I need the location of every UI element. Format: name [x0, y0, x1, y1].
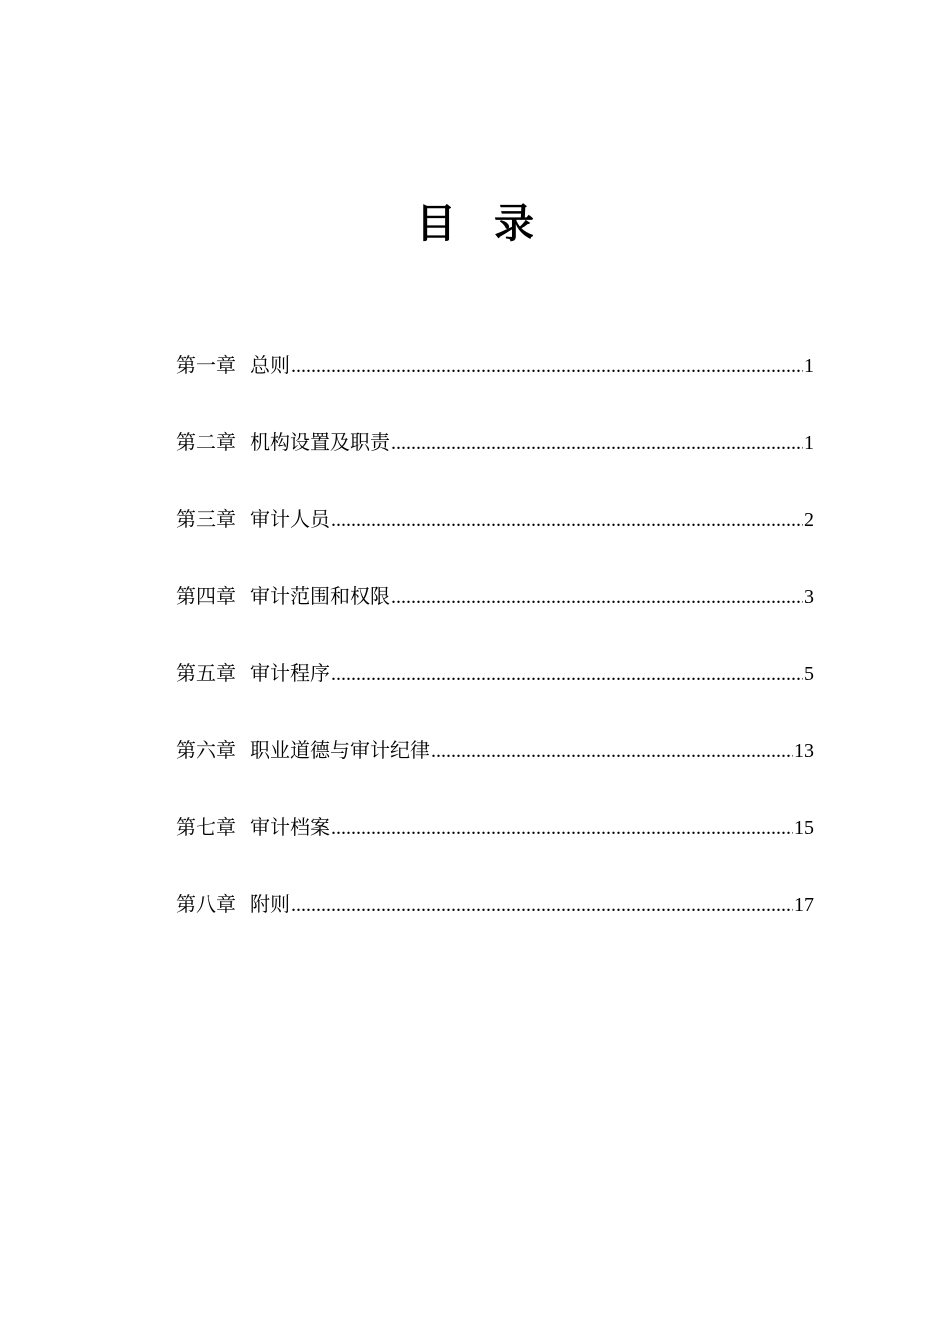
- toc-dot-leader: [331, 501, 803, 539]
- toc-chapter-title: 机构设置及职责: [250, 430, 390, 454]
- toc-page-number: 1: [804, 355, 814, 377]
- toc-chapter-title: 审计档案: [250, 815, 330, 839]
- toc-page-number: 2: [804, 509, 814, 531]
- page-title-char-1: 目: [416, 200, 456, 247]
- toc-chapter-label: 第六章: [176, 738, 236, 762]
- toc-page-number: 17: [794, 894, 814, 916]
- toc-dot-leader: [431, 732, 793, 770]
- toc-chapter-label: 第三章: [176, 507, 236, 531]
- toc-entry-6[interactable]: [176, 731, 814, 769]
- toc-entry-7[interactable]: [176, 808, 814, 846]
- toc-chapter-label: 第八章: [176, 892, 236, 916]
- toc-chapter-label: 第四章: [176, 584, 236, 608]
- page-title-char-2: 录: [494, 200, 534, 247]
- toc-entry-5[interactable]: [176, 654, 814, 692]
- toc-page-number: 1: [804, 432, 814, 454]
- toc-dot-leader: [291, 886, 793, 924]
- toc-dot-leader: [391, 578, 803, 616]
- toc-entry-3[interactable]: [176, 500, 814, 538]
- toc-chapter-title: 审计程序: [250, 661, 330, 685]
- toc-chapter-title: 职业道德与审计纪律: [250, 738, 430, 762]
- toc-page-number: 15: [794, 817, 814, 839]
- toc-chapter-label: 第二章: [176, 430, 236, 454]
- toc-page-number: 3: [804, 586, 814, 608]
- toc-chapter-title: 总则: [250, 353, 290, 377]
- toc-entry-1[interactable]: [176, 346, 814, 384]
- toc-entry-8[interactable]: [176, 885, 814, 923]
- toc-dot-leader: [331, 809, 793, 847]
- toc-page-number: 13: [794, 740, 814, 762]
- toc-chapter-title: 附则: [250, 892, 290, 916]
- toc-chapter-label: 第五章: [176, 661, 236, 685]
- table-of-contents: [176, 346, 814, 962]
- toc-entry-2[interactable]: [176, 423, 814, 461]
- toc-dot-leader: [331, 655, 803, 693]
- toc-dot-leader: [291, 347, 803, 385]
- toc-chapter-label: 第七章: [176, 815, 236, 839]
- toc-chapter-title: 审计范围和权限: [250, 584, 390, 608]
- toc-chapter-title: 审计人员: [250, 507, 330, 531]
- toc-entry-4[interactable]: [176, 577, 814, 615]
- toc-page-number: 5: [804, 663, 814, 685]
- toc-dot-leader: [391, 424, 803, 462]
- toc-chapter-label: 第一章: [176, 353, 236, 377]
- page-title: [0, 196, 950, 252]
